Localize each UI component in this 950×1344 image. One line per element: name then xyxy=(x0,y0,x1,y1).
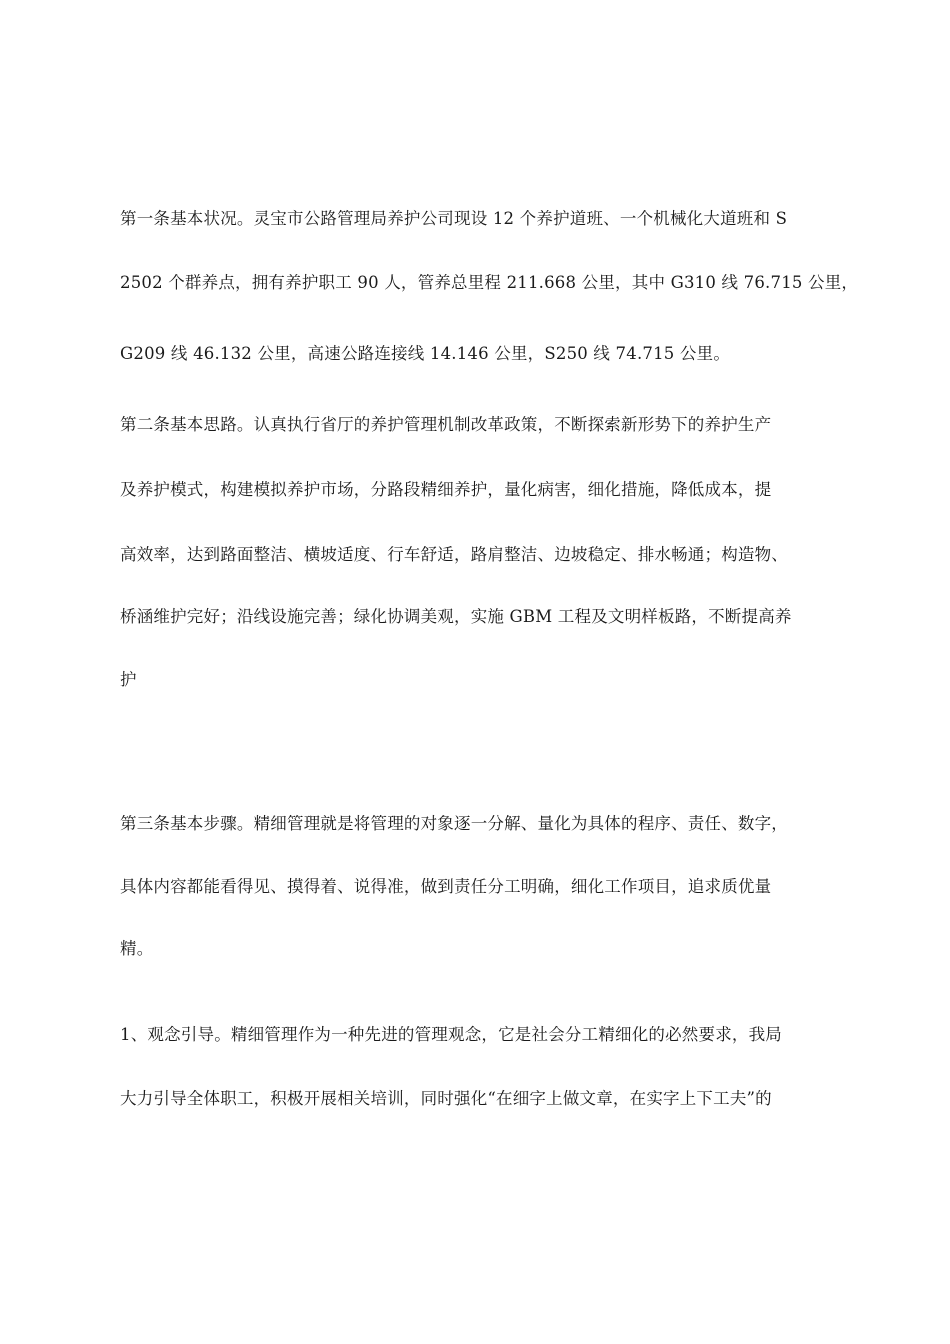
text-line: G209 线 46.132 公里，高速公路连接线 14.146 公里，S250 线 74.715 公里。 xyxy=(120,344,731,363)
text-line: 大力引导全体职工，积极开展相关培训，同时强化“在细字上做文章，在实字上下工夫”的 xyxy=(120,1089,772,1108)
text-line: 桥涵维护完好；沿线设施完善；绿化协调美观，实施 GBM 工程及文明样板路，不断提高养 xyxy=(120,607,792,626)
text-line: 具体内容都能看得见、摸得着、说得准，做到责任分工明确，细化工作项目，追求质优量 xyxy=(120,877,772,896)
text-line: 2502 个群养点，拥有养护职工 90 人，管养总里程 211.668 公里，其中 G310 线 76.715 公里， xyxy=(120,273,859,292)
text-line: 护 xyxy=(120,670,137,689)
text-line: 及养护模式，构建模拟养护市场，分路段精细养护，量化病害，细化措施，降低成本，提 xyxy=(120,480,772,499)
text-line: 高效率，达到路面整洁、横坡适度、行车舒适，路肩整洁、边坡稳定、排水畅通；构造物、 xyxy=(120,545,788,564)
text-line: 1、观念引导。精细管理作为一种先进的管理观念，它是社会分工精细化的必然要求，我局 xyxy=(120,1025,782,1044)
text-line: 第一条基本状况。灵宝市公路管理局养护公司现设 12 个养护道班、一个机械化大道班和 S xyxy=(120,209,788,228)
text-line: 第二条基本思路。认真执行省厅的养护管理机制改革政策，不断探索新形势下的养护生产 xyxy=(120,415,772,434)
text-line: 精。 xyxy=(120,939,154,958)
text-line: 第三条基本步骤。精细管理就是将管理的对象逐一分解、量化为具体的程序、责任、数字， xyxy=(120,814,788,833)
